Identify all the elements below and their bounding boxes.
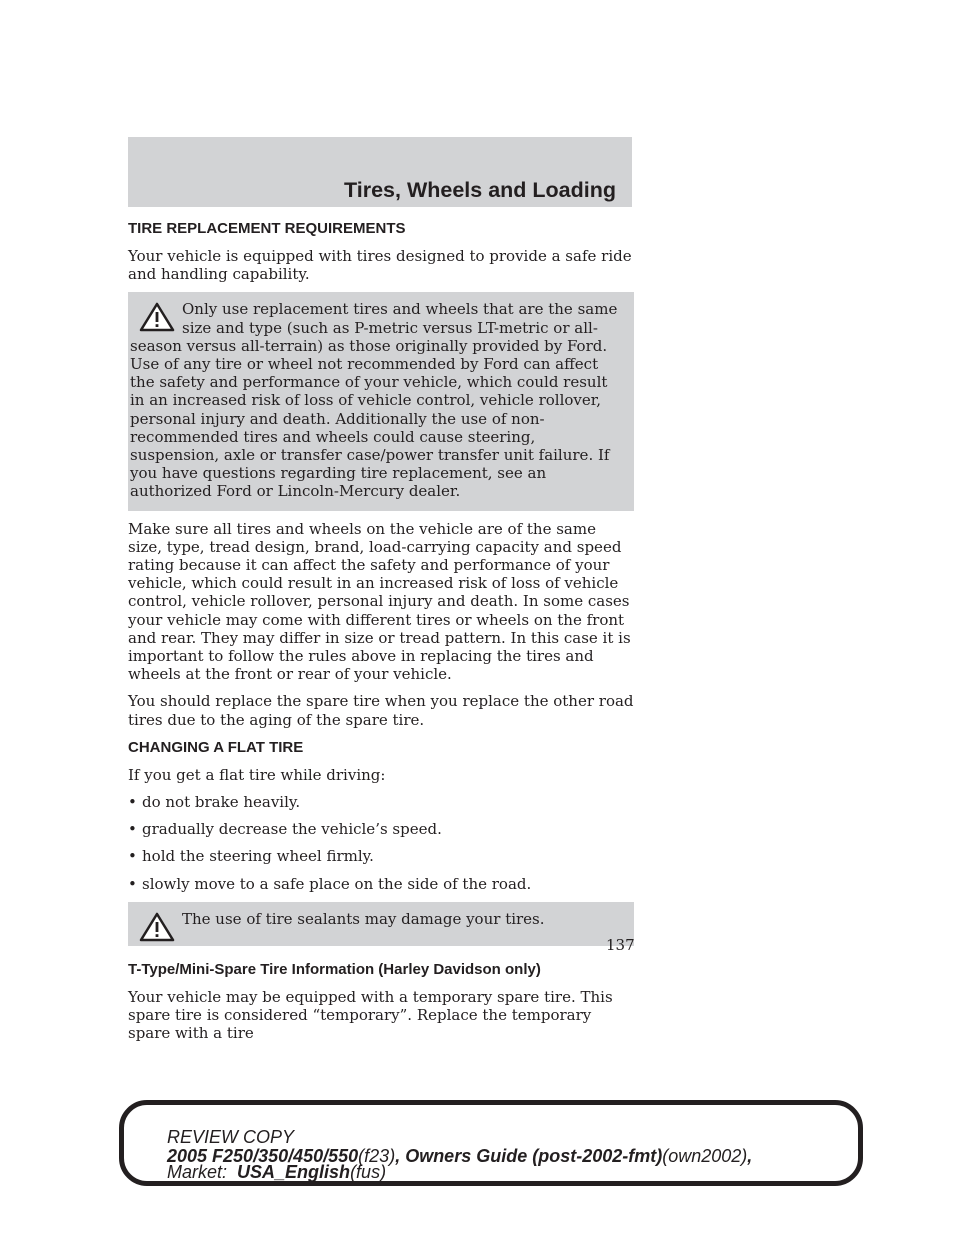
paragraph-intro: Your vehicle is equipped with tires designed to provide a safe ride and handling capability. [128, 247, 632, 284]
heading-tire-replacement: TIRE REPLACEMENT REQUIREMENTS [128, 220, 406, 237]
section-title: Tires, Wheels and Loading [344, 178, 616, 202]
footer-market-code: (fus) [350, 1162, 387, 1182]
bullet: • [128, 874, 137, 893]
flat-tire-bullet-list [128, 793, 634, 893]
footer-guide-code: (own2002) [662, 1146, 748, 1166]
review-copy-footer [119, 1100, 863, 1186]
footer-market-line [167, 1162, 386, 1182]
list-item [128, 847, 634, 865]
footer-model: 2005 F250/350/450/550 [167, 1146, 359, 1166]
warning-box-sealants [128, 902, 634, 946]
warning-triangle-icon [138, 302, 176, 332]
list-item-text: do not brake heavily. [142, 793, 301, 812]
heading-flat-tire: CHANGING A FLAT TIRE [128, 738, 304, 756]
review-copy-label: REVIEW COPY [167, 1127, 295, 1147]
footer-comma: , [747, 1146, 753, 1166]
page-content [128, 219, 634, 1052]
page-number: 137 [606, 936, 635, 954]
footer-market-label: Market: [167, 1162, 228, 1182]
list-item [128, 820, 634, 838]
warning-text-replacement: Only use replacement tires and wheels that are the same size and type (such as P-metric versus LT-metric or all-season versus all-terrain) as those originally provided by Ford. Use of any tire or wheel not recommended by Ford can affect the safety and performance of your vehicle, which could result in an increased risk of loss of vehicle control, vehicle rollover, personal injury and death. Additionally the use of non-recommended tires and wheels could cause steering, suspension, axle or transfer case/power transfer unit failure. If you have questions regarding tire replacement, see an authorized Ford or Lincoln-Mercury dealer. [130, 300, 618, 501]
list-item [128, 793, 634, 811]
warning-box-replacement [128, 292, 634, 510]
list-item-text: slowly move to a safe place on the side of the road. [142, 874, 532, 893]
header-band [128, 137, 632, 207]
footer-guide: , Owners Guide (post-2002-fmt) [395, 1146, 663, 1166]
paragraph-same-tires: Make sure all tires and wheels on the vehicle are of the same size, type, tread design, brand, load-carrying capacity and speed rating because it can affect the safety and performance of your vehicle, which could result in an increased risk of loss of vehicle control, vehicle rollover, personal injury and death. In some cases your vehicle may come with different tires or wheels on the front and rear. They may differ in size or tread pattern. In this case it is important to follow the rules above in replacing the tires and wheels at the front or rear of your vehicle. [128, 519, 631, 684]
list-item-text: gradually decrease the vehicle’s speed. [142, 820, 442, 839]
paragraph-flat-intro: If you get a flat tire while driving: [128, 765, 386, 784]
footer-model-code: (f23) [358, 1146, 396, 1166]
paragraph-mini-spare: Your vehicle may be equipped with a temporary spare tire. This spare tire is considered “temporary”. Replace the temporary spare with a tire [128, 987, 613, 1043]
bullet: • [128, 820, 137, 839]
heading-mini-spare: T-Type/Mini-Spare Tire Information (Harley Davidson only) [128, 960, 541, 978]
bullet: • [128, 793, 137, 812]
warning-text-sealants: The use of tire sealants may damage your tires. [182, 909, 545, 928]
paragraph-spare-replace: You should replace the spare tire when you replace the other road tires due to the aging of the spare tire. [128, 692, 634, 729]
bullet: • [128, 847, 137, 866]
footer-market-value: USA_English [237, 1162, 351, 1182]
list-item [128, 875, 634, 893]
warning-triangle-icon [138, 912, 176, 942]
list-item-text: hold the steering wheel firmly. [142, 847, 374, 866]
